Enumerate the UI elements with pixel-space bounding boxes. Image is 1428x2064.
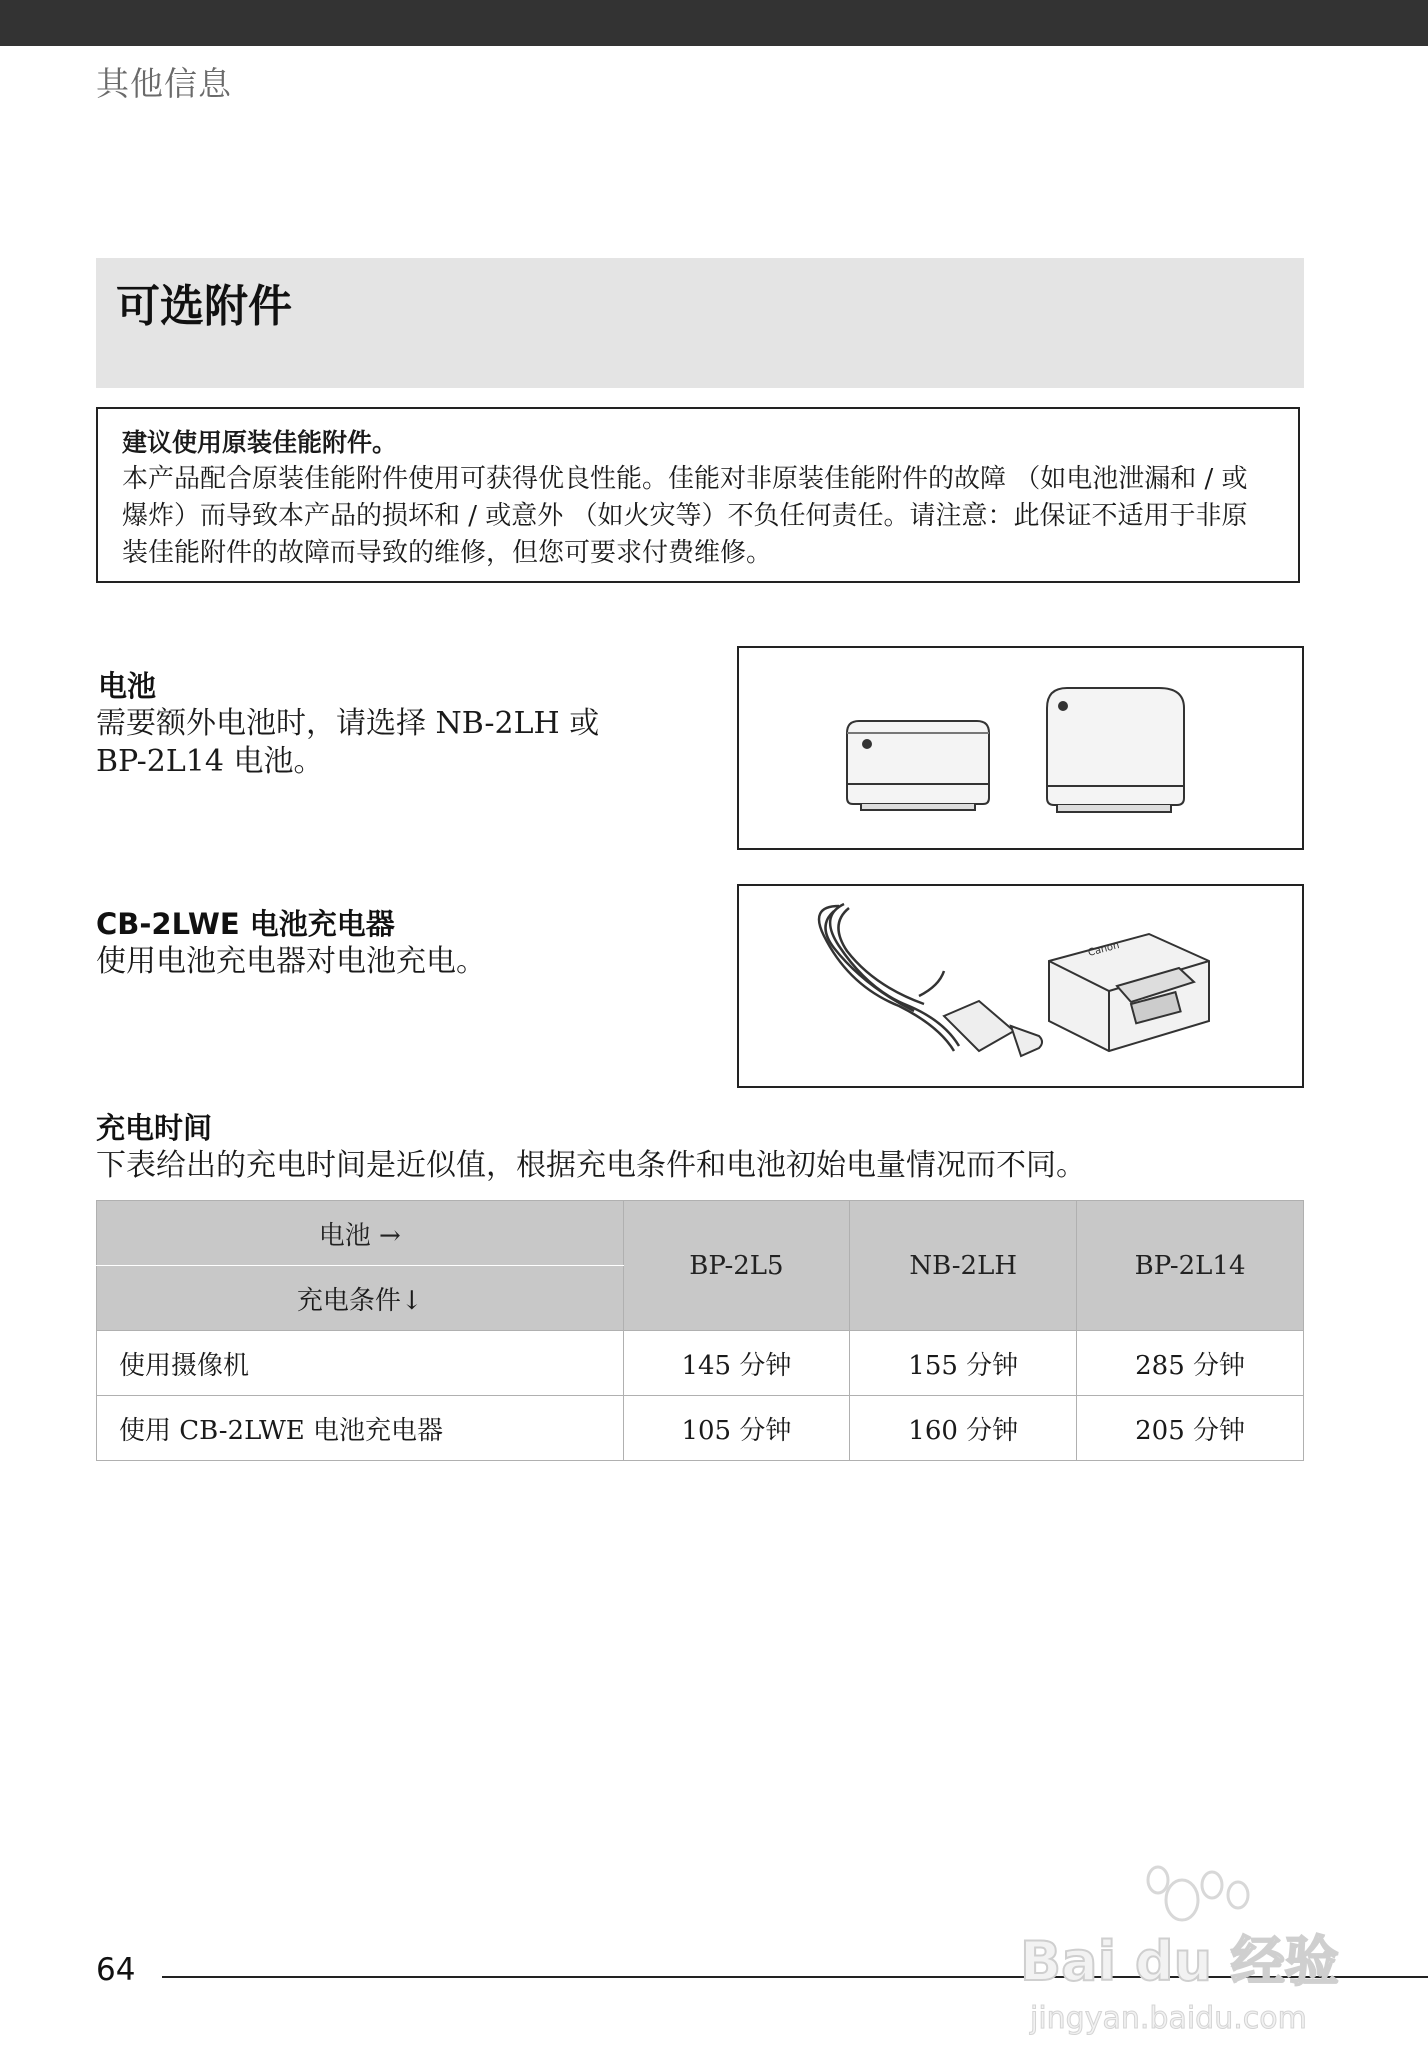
column-header: BP-2L5 (623, 1201, 850, 1331)
table-cell: 160 分钟 (850, 1396, 1077, 1461)
notice-body: 本产品配合原装佳能附件使用可获得优良性能。佳能对非原装佳能附件的故障 （如电池泄漏和 / 或爆炸）而导致本产品的损坏和 / 或意外 （如火灾等）不负任何责任。请注意：此保证不适用于非原装佳能附件的故障而导致的维修，但您可要求付费维修。 (122, 464, 1248, 568)
table-header-row (97, 1201, 1304, 1266)
table-cell: 155 分钟 (850, 1331, 1077, 1396)
baidu-watermark (1000, 1840, 1360, 2040)
page-number: 64 (96, 1952, 136, 1988)
watermark-brand: Bai du 经验 (1020, 1930, 1339, 1993)
battery-text-line1: 需要额外电池时，请选择 NB-2LH 或 (96, 706, 600, 741)
large-battery (1047, 688, 1184, 812)
header-battery-cell: 电池 → (97, 1201, 624, 1266)
charging-time-heading: 充电时间 (96, 1111, 213, 1145)
paw-icon (1148, 1867, 1248, 1920)
watermark-url: jingyan.baidu.com (1030, 2001, 1307, 2036)
charger-body (1049, 934, 1209, 1051)
notice-box (96, 407, 1300, 583)
top-bar (0, 0, 1428, 46)
table-cell: 285 分钟 (1077, 1331, 1304, 1396)
table-cell: 105 分钟 (623, 1396, 850, 1461)
chapter-label: 其他信息 (96, 64, 232, 103)
power-cord (819, 904, 959, 1051)
table-row (97, 1396, 1304, 1461)
charger-heading: CB-2LWE 电池充电器 (96, 907, 395, 941)
charger-illustration (739, 886, 1306, 1090)
table-cell: 145 分钟 (623, 1331, 850, 1396)
notice-title: 建议使用原装佳能附件。 (122, 428, 398, 457)
small-battery (847, 721, 989, 810)
charger-brand: Canon (1086, 940, 1121, 959)
battery-illustration (739, 648, 1306, 852)
row-label: 使用 CB-2LWE 电池充电器 (97, 1396, 624, 1461)
charger-image (737, 884, 1304, 1088)
table-row (97, 1331, 1304, 1396)
battery-heading: 电池 (98, 669, 157, 703)
battery-text-line2: BP-2L14 电池。 (96, 744, 324, 779)
table-cell: 205 分钟 (1077, 1396, 1304, 1461)
row-label: 使用摄像机 (97, 1331, 624, 1396)
charging-time-table (96, 1200, 1304, 1461)
charging-time-text: 下表给出的充电时间是近似值，根据充电条件和电池初始电量情况而不同。 (96, 1148, 1086, 1183)
header-condition-cell: 充电条件↓ (97, 1266, 624, 1331)
page-title: 可选附件 (116, 281, 292, 332)
title-band (96, 258, 1304, 388)
column-header: BP-2L14 (1077, 1201, 1304, 1331)
battery-image (737, 646, 1304, 850)
column-header: NB-2LH (850, 1201, 1077, 1331)
plug (944, 1001, 1042, 1056)
charger-text: 使用电池充电器对电池充电。 (96, 944, 486, 979)
